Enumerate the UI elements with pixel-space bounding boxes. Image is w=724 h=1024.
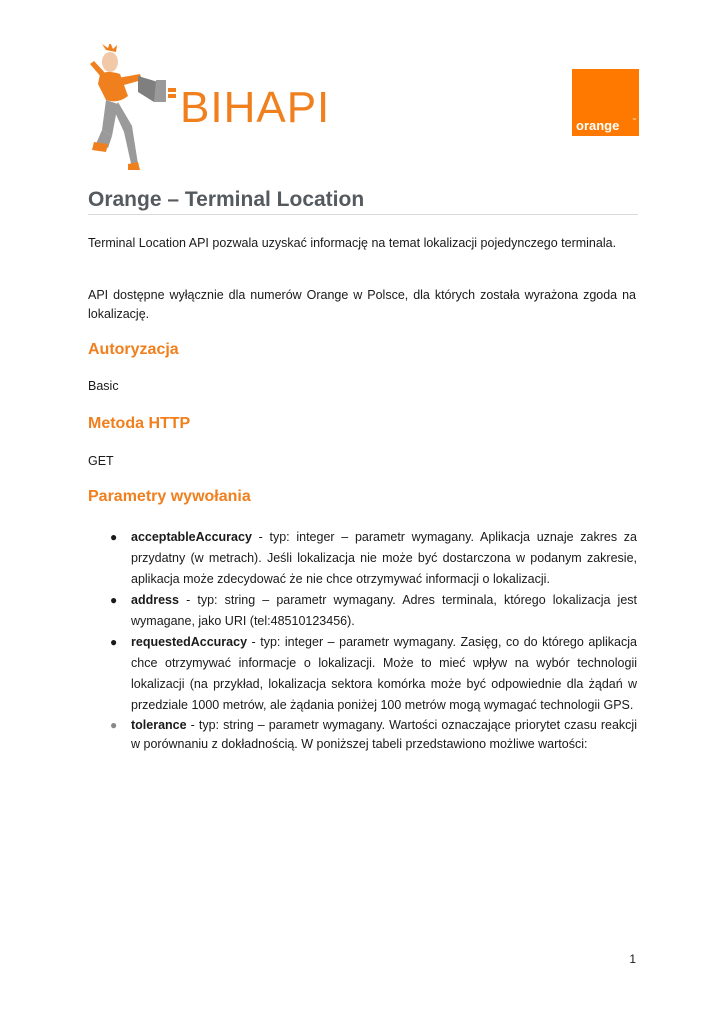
bullet-icon: ●	[110, 593, 118, 607]
list-item	[109, 590, 637, 632]
parameters-list	[109, 527, 637, 754]
param-description: - typ: string – parametr wymagany. Adres terminala, którego lokalizacja jest wymagane, jako URI (tel:48510123456).	[131, 593, 637, 628]
param-name: requestedAccuracy	[131, 635, 248, 649]
page-number: 1	[629, 952, 636, 966]
orange-logo-text: orange	[576, 118, 620, 133]
param-name: tolerance	[131, 718, 187, 732]
bihapi-logo-text: BIHAPI	[180, 83, 331, 132]
auth-value: Basic	[88, 379, 119, 393]
param-name: address	[131, 593, 179, 607]
bullet-icon: ●	[110, 530, 118, 544]
heading-metoda-http: Metoda HTTP	[88, 415, 191, 432]
intro-paragraph-1: Terminal Location API pozwala uzyskać informację na temat lokalizacji pojedynczego terminala.	[88, 236, 617, 250]
title-divider	[88, 214, 638, 215]
param-name: acceptableAccuracy	[131, 530, 252, 544]
orange-logo-tm: ™	[632, 117, 636, 122]
page-title: Orange – Terminal Location	[88, 188, 365, 211]
intro-paragraph-2: API dostępne wyłącznie dla numerów Orange w Polsce, dla których została wyrażona zgoda na lokalizację.	[88, 288, 636, 321]
param-description: - typ: integer – parametr wymagany. Aplikacja uznaje zakres za przydatny (w metrach). Jeśli lokalizacja nie może być dostarczona w podanym zakresie, aplikacja może zdecydować że nie chce otrzymywać informacji o lokalizacji.	[131, 530, 637, 586]
heading-autoryzacja: Autoryzacja	[88, 341, 179, 358]
orange-logo	[572, 69, 639, 136]
bullet-icon: ●	[110, 635, 118, 649]
heading-parametry-wywolania: Parametry wywołania	[88, 488, 251, 505]
param-description: - typ: string – parametr wymagany. Wartości oznaczające priorytet czasu reakcji w porównaniu z dokładnością. W poniższej tabeli przedstawiono możliwe wartości:	[131, 718, 637, 751]
bihapi-logo	[88, 44, 331, 174]
bullet-icon: ●	[110, 718, 118, 732]
list-item	[109, 632, 637, 716]
list-item	[109, 527, 637, 590]
param-description: - typ: integer – parametr wymagany. Zasięg, co do którego aplikacja chce otrzymywać informacje o lokalizacji. Może to mieć wpływ na wybór technologii lokalizacji (na przykład, lokalizacja sektora komórka może być odpowiednie dla żądań w przedziale 1000 metrów, ale żądania poniżej 100 metrów mogą wymagać technologii GPS.	[131, 635, 637, 712]
list-item	[109, 716, 637, 754]
method-value: GET	[88, 454, 114, 468]
